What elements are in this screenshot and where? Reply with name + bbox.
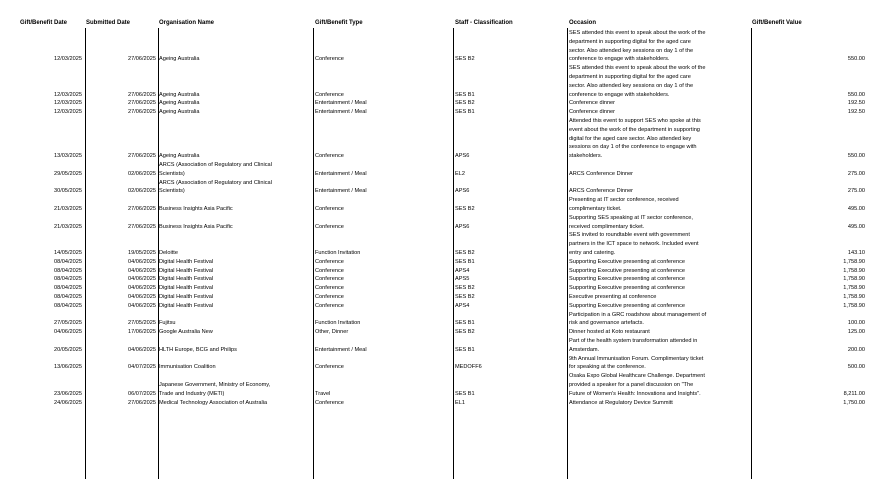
cell-occasion: Supporting SES speaking at IT sector conference, received complimentary ticket.: [569, 214, 693, 230]
cell-organisation-name: ARCS (Association of Regulatory and Clinical Scientists): [159, 179, 272, 195]
cell-occasion: Executive presenting at conference: [569, 294, 657, 300]
cell-gift-value: 192.50: [847, 100, 865, 107]
cell-organisation-name: Japanese Government, Ministry of Economy, Trade and Industry (METI): [159, 381, 271, 397]
cell-gift-type: Entertainment / Meal: [315, 170, 367, 177]
cell-gift-value: 1,750.00: [843, 399, 865, 406]
cell-staff-classification: SES B1: [455, 109, 475, 116]
cell-gift-type: Entertainment / Meal: [315, 188, 367, 195]
cell-occasion: Participation in a GRC roadshow about management of risk and governance artefacts.: [569, 311, 707, 327]
cell-gift-type: Entertainment / Meal: [315, 346, 367, 353]
cell-submitted-date: 27/06/2025: [128, 205, 156, 212]
cell-organisation-name: Ageing Australia: [159, 100, 200, 107]
cell-occasion: ARCS Conference Dinner: [569, 170, 634, 177]
cell-gift-type: Conference: [315, 267, 344, 274]
cell-submitted-date: 04/06/2025: [128, 302, 156, 309]
cell-gift-value: 1,758.90: [843, 276, 865, 283]
cell-organisation-name: Fujitsu: [159, 320, 176, 327]
cell-occasion: ARCS Conference Dinner: [569, 188, 634, 195]
table-row: [0, 284, 882, 293]
cell-occasion: Supporting Executive presenting at conference: [569, 285, 685, 292]
table-row: [0, 328, 882, 337]
cell-staff-classification: SES B1: [455, 91, 475, 98]
cell-submitted-date: 06/07/2025: [128, 390, 156, 397]
table-row: [0, 372, 882, 398]
table-row: [0, 214, 882, 232]
cell-submitted-date: 19/05/2025: [128, 249, 156, 256]
cell-occasion: SES attended this event to speak about the work of the department in supporting digital for the aged care sector. Also attended key sessions on day 1 of the conference to engage with stakeholders.: [569, 30, 706, 63]
cell-gift-type: Conference: [315, 223, 344, 230]
cell-gift-type: Conference: [315, 364, 344, 371]
cell-gift-value: 275.00: [847, 170, 865, 177]
cell-gift-type: Conference: [315, 153, 344, 160]
cell-staff-classification: EL1: [455, 399, 465, 406]
cell-organisation-name: Digital Health Festival: [159, 302, 214, 309]
cell-gift-type: Other, Dinner: [315, 329, 349, 336]
cell-gift-date: 13/06/2025: [54, 364, 82, 371]
cell-staff-classification: SES B2: [455, 329, 475, 336]
cell-gift-date: 23/06/2025: [54, 390, 82, 397]
cell-submitted-date: 04/06/2025: [128, 346, 156, 353]
cell-organisation-name: Business Insights Asia Pacific: [159, 205, 233, 212]
cell-gift-value: 200.00: [847, 346, 865, 353]
cell-staff-classification: APS5: [455, 276, 470, 283]
header-gift-type: Gift/Benefit Type: [315, 20, 363, 26]
cell-staff-classification: SES B1: [455, 390, 475, 397]
cell-occasion: Attended this event to support SES who spoke at this event about the work of the department in supporting digital for the aged care sector. Also attended key sessions on day 1 of the conference to engage with stakeholders.: [569, 118, 701, 160]
cell-gift-date: 12/03/2025: [54, 100, 82, 107]
cell-gift-type: Conference: [315, 294, 344, 300]
cell-gift-value: 100.00: [847, 320, 865, 327]
cell-staff-classification: SES B2: [455, 249, 475, 256]
header-gift-date: Gift/Benefit Date: [20, 20, 68, 26]
cell-gift-value: 275.00: [847, 188, 865, 195]
table-row: [0, 275, 882, 284]
cell-organisation-name: Deloitte: [159, 249, 178, 256]
cell-gift-type: Conference: [315, 258, 344, 265]
cell-submitted-date: 27/05/2025: [128, 320, 156, 327]
cell-occasion: Attendance at Regulatory Device Summitt: [569, 399, 673, 406]
cell-gift-type: Conference: [315, 276, 344, 283]
table-row: [0, 64, 882, 99]
cell-gift-value: 192.50: [847, 109, 865, 116]
table-row: [0, 231, 882, 257]
cell-gift-date: 13/03/2025: [54, 153, 82, 160]
cell-organisation-name: Ageing Australia: [159, 56, 200, 63]
cell-occasion: Supporting Executive presenting at conference: [569, 267, 685, 274]
header-staff-classification: Staff - Classification: [455, 20, 513, 26]
cell-organisation-name: Ageing Australia: [159, 91, 200, 98]
cell-gift-date: 08/04/2025: [54, 267, 82, 274]
cell-occasion: Conference dinner: [569, 100, 616, 107]
cell-organisation-name: Digital Health Festival: [159, 258, 214, 265]
cell-staff-classification: APS6: [455, 153, 470, 160]
cell-gift-value: 550.00: [847, 91, 865, 98]
cell-staff-classification: SES B1: [455, 258, 475, 265]
cell-gift-value: 8,211.00: [843, 390, 865, 397]
cell-gift-date: 14/05/2025: [54, 249, 82, 256]
cell-organisation-name: HLTH Europe, BCG and Philips: [159, 346, 237, 353]
cell-submitted-date: 02/06/2025: [128, 170, 156, 177]
cell-gift-date: 04/06/2025: [54, 329, 82, 336]
cell-staff-classification: SES B2: [455, 100, 475, 107]
cell-gift-date: 12/03/2025: [54, 109, 82, 116]
cell-submitted-date: 04/06/2025: [128, 276, 156, 283]
cell-gift-type: Conference: [315, 205, 344, 212]
cell-organisation-name: ARCS (Association of Regulatory and Clinical Scientists): [159, 162, 272, 177]
cell-staff-classification: SES B2: [455, 285, 475, 292]
table-row: [0, 179, 882, 197]
cell-staff-classification: APS4: [455, 267, 470, 274]
cell-organisation-name: Ageing Australia: [159, 109, 200, 116]
cell-organisation-name: Ageing Australia: [159, 153, 200, 160]
cell-occasion: 9th Annual Immunisation Forum. Complimentary ticket for speaking at the conference.: [569, 355, 704, 371]
cell-gift-type: Conference: [315, 56, 344, 63]
cell-gift-type: Conference: [315, 91, 344, 98]
cell-organisation-name: Immunisation Coalition: [159, 364, 216, 371]
header-submitted-date: Submitted Date: [86, 20, 131, 26]
cell-gift-type: Entertainment / Meal: [315, 109, 367, 116]
cell-gift-value: 495.00: [847, 205, 865, 212]
table-row: [0, 337, 882, 355]
cell-occasion: SES attended this event to speak about the work of the department in supporting digital for the aged care sector. Also attended key sessions on day 1 of the conference to engage with stakeholders.: [569, 65, 706, 98]
cell-gift-type: Travel: [315, 390, 331, 397]
cell-gift-date: 21/03/2025: [54, 205, 82, 212]
cell-submitted-date: 04/06/2025: [128, 294, 156, 300]
cell-gift-date: 30/05/2025: [54, 188, 82, 195]
cell-submitted-date: 04/06/2025: [128, 267, 156, 274]
cell-gift-value: 125.00: [847, 329, 865, 336]
table-row: [0, 267, 882, 276]
table-row: [0, 161, 882, 179]
cell-staff-classification: APS4: [455, 302, 470, 309]
table-row: [0, 29, 882, 64]
table-row: [0, 99, 882, 108]
cell-gift-value: 143.10: [847, 249, 865, 256]
cell-occasion: Supporting Executive presenting at conference: [569, 258, 685, 265]
cell-gift-date: 21/03/2025: [54, 223, 82, 230]
cell-staff-classification: SES B2: [455, 205, 475, 212]
cell-gift-value: 1,758.90: [843, 285, 865, 292]
cell-gift-date: 12/03/2025: [54, 91, 82, 98]
cell-submitted-date: 27/06/2025: [128, 91, 156, 98]
cell-gift-date: 20/05/2025: [54, 346, 82, 353]
cell-occasion: Supporting Executive presenting at conference: [569, 276, 685, 283]
cell-staff-classification: APS6: [455, 223, 470, 230]
cell-gift-date: 08/04/2025: [54, 276, 82, 283]
cell-gift-date: 08/04/2025: [54, 285, 82, 292]
cell-staff-classification: EL2: [455, 170, 465, 177]
cell-submitted-date: 17/06/2025: [128, 329, 156, 336]
cell-gift-date: 08/04/2025: [54, 302, 82, 309]
cell-staff-classification: MEDOFF6: [455, 364, 482, 371]
cell-submitted-date: 27/06/2025: [128, 399, 156, 406]
cell-submitted-date: 27/06/2025: [128, 153, 156, 160]
cell-occasion: Conference dinner: [569, 109, 616, 116]
table-row: [0, 302, 882, 311]
table-row: [0, 108, 882, 117]
cell-gift-date: 08/04/2025: [54, 294, 82, 300]
cell-gift-type: Entertainment / Meal: [315, 100, 367, 107]
cell-submitted-date: 27/06/2025: [128, 109, 156, 116]
cell-gift-date: 24/06/2025: [54, 399, 82, 406]
cell-submitted-date: 27/06/2025: [128, 56, 156, 63]
cell-gift-date: 12/03/2025: [54, 56, 82, 63]
cell-gift-type: Conference: [315, 302, 344, 309]
cell-staff-classification: APS6: [455, 188, 470, 195]
cell-organisation-name: Digital Health Festival: [159, 285, 214, 292]
cell-submitted-date: 04/06/2025: [128, 258, 156, 265]
cell-staff-classification: SES B2: [455, 56, 475, 63]
table-row: [0, 355, 882, 373]
cell-organisation-name: Digital Health Festival: [159, 267, 214, 274]
header-organisation-name: Organisation Name: [159, 20, 215, 26]
cell-submitted-date: 27/06/2025: [128, 100, 156, 107]
cell-occasion: Supporting Executive presenting at conference: [569, 302, 685, 309]
cell-staff-classification: SES B1: [455, 346, 475, 353]
cell-gift-date: 27/05/2025: [54, 320, 82, 327]
cell-gift-value: 1,758.90: [843, 267, 865, 274]
cell-gift-date: 08/04/2025: [54, 258, 82, 265]
cell-organisation-name: Business Insights Asia Pacific: [159, 223, 233, 230]
cell-gift-type: Function Invitation: [315, 249, 361, 256]
cell-gift-value: 495.00: [847, 223, 865, 230]
cell-gift-value: 550.00: [847, 56, 865, 63]
cell-staff-classification: SES B2: [455, 294, 475, 300]
cell-occasion: SES invited to roundtable event with government partners in the ICT space to network. Included event entry and catering.: [569, 232, 699, 256]
table-row: [0, 196, 882, 214]
cell-gift-value: 1,758.90: [843, 258, 865, 265]
cell-gift-type: Conference: [315, 285, 344, 292]
cell-organisation-name: Digital Health Festival: [159, 294, 214, 300]
table-row: [0, 399, 882, 408]
cell-gift-type: Function Invitation: [315, 320, 361, 327]
cell-submitted-date: 04/07/2025: [128, 364, 156, 371]
cell-gift-date: 29/05/2025: [54, 170, 82, 177]
table-row: [0, 117, 882, 161]
table-row: [0, 311, 882, 329]
cell-submitted-date: 04/06/2025: [128, 285, 156, 292]
cell-gift-value: 1,758.90: [843, 302, 865, 309]
cell-gift-type: Conference: [315, 399, 344, 406]
cell-organisation-name: Google Australia New: [159, 329, 213, 336]
cell-gift-value: 500.00: [847, 364, 865, 371]
cell-occasion: Part of the health system transformation attended in Amsterdam.: [569, 338, 698, 353]
cell-submitted-date: 02/06/2025: [128, 188, 156, 195]
cell-occasion: Presenting at IT sector conference, received complimentary ticket.: [569, 197, 679, 212]
cell-occasion: Osaka Expo Global Healthcare Challenge. Department provided a speaker for a panel discussion on "The Future of Women's Health: Innovations and Insights".: [569, 373, 705, 397]
table-row: [0, 258, 882, 267]
table-row: [0, 293, 882, 302]
cell-gift-value: 550.00: [847, 153, 865, 160]
cell-occasion: Dinner hosted at Koto restaurant: [569, 329, 650, 336]
header-occasion: Occasion: [569, 20, 597, 26]
cell-organisation-name: Medical Technology Association of Australia: [159, 399, 268, 406]
header-gift-value: Gift/Benefit Value: [752, 20, 802, 26]
cell-staff-classification: SES B1: [455, 320, 475, 327]
cell-submitted-date: 27/06/2025: [128, 223, 156, 230]
cell-organisation-name: Digital Health Festival: [159, 276, 214, 283]
cell-gift-value: 1,758.90: [843, 294, 865, 300]
